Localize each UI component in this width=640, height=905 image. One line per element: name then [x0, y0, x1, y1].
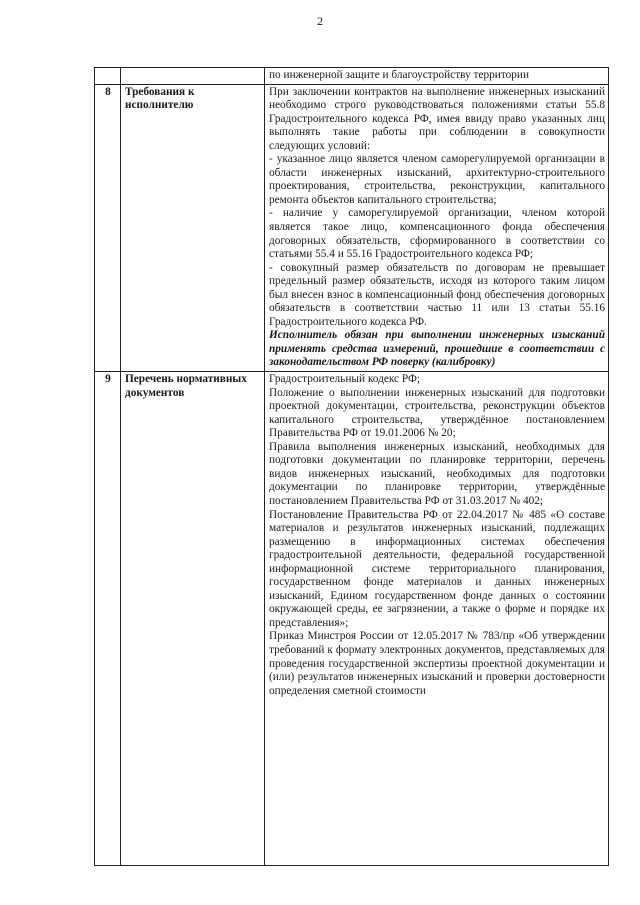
row-content [265, 84, 609, 371]
paragraph: Приказ Минстроя России от 12.05.2017 № 783/пр «Об утверждении требований к формату электронных документов, представляемых для проведения государственной экспертизы проектной документации и (или) результатов инженерных изысканий и проверки достоверности определения сметной стоимости [269, 630, 605, 697]
table-row [95, 84, 609, 371]
paragraph: - наличие у саморегулируемой организации, членом которой является такое лицо, компенсационного фонда обеспечения договорных обязательств, сформированного в соответствии со статьями 55.4 и 55.16 Градостроительного кодекса РФ; [269, 207, 605, 261]
row-number: 8 [95, 84, 121, 371]
cell-num [95, 68, 121, 85]
row-title: Требования к исполнителю [121, 84, 265, 371]
paragraph: - совокупный размер обязательств по договорам не превышает предельный размер обязательств, исходя из которого таким лицом был внесен взнос в компенсационный фонд обеспечения договорных обязательств в соответствии частью 11 или 13 статьи 55.16 Градостроительного кодекса РФ. [269, 261, 605, 328]
row-content [265, 372, 609, 866]
row-title: Перечень нормативных документов [121, 372, 265, 866]
continuation-text: по инженерной защите и благоустройству территории [265, 68, 609, 85]
paragraph: Положение о выполнении инженерных изысканий для подготовки проектной документации, строительства, реконструкции объектов капитального строительства, утверждённое постановлением Правительства РФ от 19.01.2006 № 20; [269, 386, 605, 440]
page-number: 2 [317, 14, 323, 28]
table-row-continuation [95, 68, 609, 85]
row-number: 9 [95, 372, 121, 866]
table-row [95, 372, 609, 866]
requirements-table [94, 67, 609, 866]
cell-name [121, 68, 265, 85]
row-content-clip [269, 373, 605, 865]
paragraph: Градостроительный кодекс РФ; [269, 373, 421, 386]
paragraph: Постановление Правительства РФ от 22.04.2017 № 485 «О составе материалов и результатов инженерных изысканий, подлежащих размещению в информационных системах обеспечения градостроительной деятельности, федеральной государственной информационной системе территориального планирования, государственном фонде материалов и данных инженерных изысканий, Едином государственном фонде данных о состоянии окружающей среды, ее загрязнении, а также о форме и порядке их представления»; [269, 508, 605, 629]
paragraph: Правила выполнения инженерных изысканий, необходимых для подготовки документации по планировке территории, перечень видов инженерных изысканий, необходимых для подготовки документации по планировке территории, утверждённые постановлением Правительства РФ от 31.03.2017 № 402; [269, 440, 605, 507]
paragraph: - указанное лицо является членом саморегулируемой организации в области инженерных изысканий, архитектурно-строительного проектирования, строительства, реконструкции, капитального ремонта объектов капитального строительства; [269, 153, 605, 206]
emphasis-paragraph: Исполнитель обязан при выполнении инженерных изысканий применять средства измерений, прошедшие в соответствии с законодательством РФ поверку (калибровку) [269, 329, 605, 369]
paragraph: При заключении контрактов на выполнение инженерных изысканий необходимо строго руководствоваться положениями статьи 55.8 Градостроительного кодекса РФ, имея ввиду право указанных лиц выполнять такие работы при соблюдении в совокупности следующих условий: [269, 85, 605, 152]
